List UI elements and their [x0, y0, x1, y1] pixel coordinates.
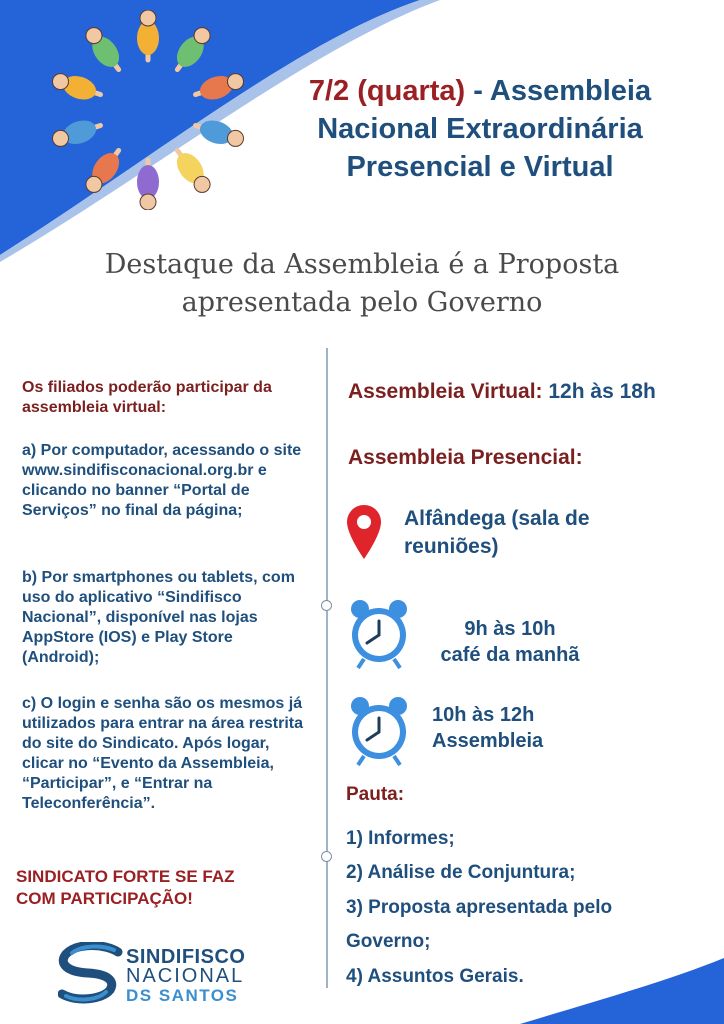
subtitle	[40, 246, 684, 322]
schedule-item-1: 9h às 10h café da manhã	[440, 618, 580, 666]
title-line2: Nacional Extraordinária	[317, 113, 643, 145]
person-figure	[137, 10, 159, 60]
instruction-b: b) Por smartphones ou tablets, com uso do aplicativo “Sindifisco Nacional”, disponível nas lojas AppStore (IOS) e Play Store (Android);	[22, 569, 295, 666]
location-pin-icon	[345, 503, 383, 561]
alarm-clock-icon	[348, 694, 410, 768]
page-title	[270, 72, 690, 186]
sindifisco-logo-icon	[58, 942, 124, 1004]
person-figure	[171, 148, 210, 192]
pauta-title: Pauta:	[346, 784, 405, 805]
column-divider	[326, 348, 328, 988]
virtual-time: 12h às 18h	[548, 380, 656, 403]
people-circle-illustration	[48, 10, 248, 210]
divider-dot	[321, 600, 332, 611]
instructions-intro: Os filiados poderão participar da assembleia virtual:	[22, 379, 272, 416]
pauta-item: 3) Proposta apresentada pelo	[346, 897, 613, 918]
logo-text-sindifisco: SINDIFISCO	[126, 946, 246, 968]
pauta-item: 4) Assuntos Gerais.	[346, 966, 524, 987]
slogan: SINDICATO FORTE SE FAZ COM PARTICIPAÇÃO!	[16, 867, 235, 908]
person-figure	[86, 148, 125, 192]
alarm-clock-icon	[348, 597, 410, 671]
person-figure	[196, 117, 244, 148]
title-line3: Presencial e Virtual	[346, 151, 614, 183]
person-figure	[53, 117, 101, 148]
divider-dot	[321, 851, 332, 862]
person-figure	[171, 28, 210, 72]
presencial-label: Assembleia Presencial:	[348, 446, 583, 469]
pauta-item: Governo;	[346, 931, 431, 952]
schedule-item-2: 10h às 12h Assembleia	[432, 704, 544, 752]
event-date: 7/2 (quarta)	[308, 75, 466, 107]
title-line1: - Assembleia	[473, 75, 652, 107]
location: Alfândega (sala de reuniões)	[404, 507, 590, 558]
person-figure	[196, 72, 244, 103]
logo-text-ds-santos: DS SANTOS	[126, 986, 239, 1005]
pauta-item: 2) Análise de Conjuntura;	[346, 862, 576, 883]
person-figure	[53, 72, 101, 103]
virtual-assembly	[348, 380, 656, 404]
virtual-label: Assembleia Virtual:	[348, 380, 543, 403]
instruction-c: c) O login e senha são os mesmos já utilizados para entrar na área restrita do site do Sindicato. Após logar, clicar no “Evento da Assembleia, “Participar”, e “Entrar na Teleconferência”.	[22, 695, 303, 812]
pauta-item: 1) Informes;	[346, 828, 455, 849]
person-figure	[86, 28, 125, 72]
subtitle-line1: Destaque da Assembleia é a Proposta	[104, 249, 620, 280]
logo-text-nacional: NACIONAL	[126, 965, 245, 987]
subtitle-line2: apresentada pelo Governo	[181, 287, 543, 318]
instruction-a: a) Por computador, acessando o site www.sindifisconacional.org.br e clicando no banner “Portal de Serviços” no final da página;	[22, 442, 302, 519]
person-figure	[137, 160, 159, 210]
